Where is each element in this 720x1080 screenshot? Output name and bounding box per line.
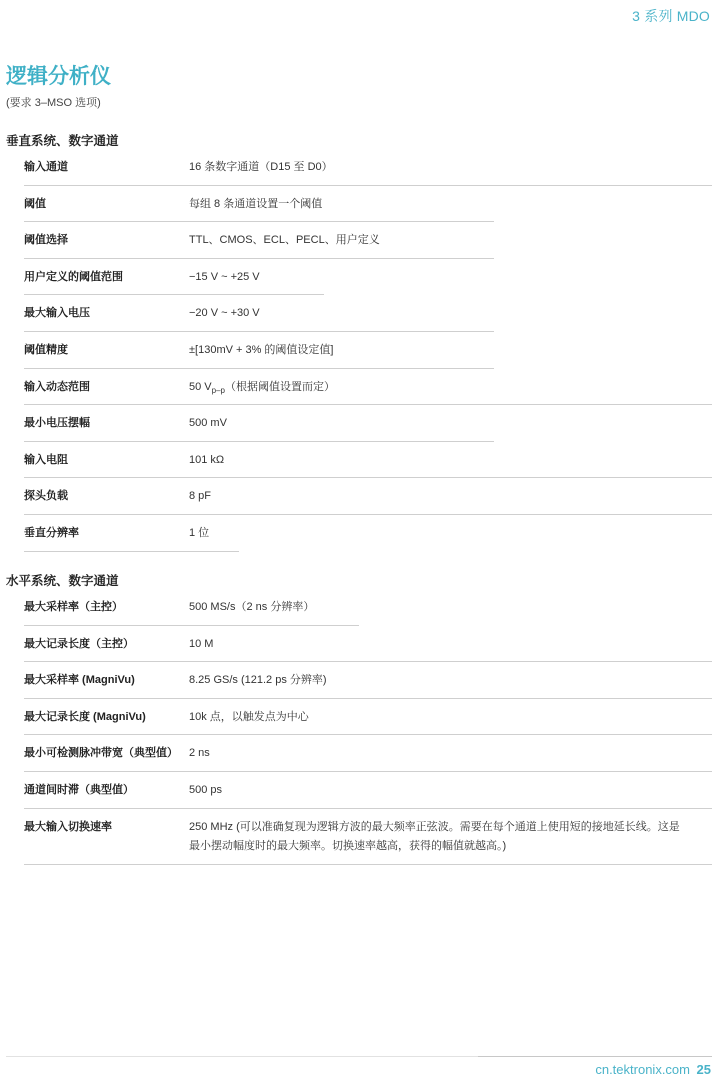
table-row [24,442,712,479]
page-subtitle: (要求 3–MSO 选项) [6,97,101,109]
row-value: 10k 点，以触发点为中心 [189,710,309,723]
table-row [24,809,712,865]
row-label: 最大采样率（主控） [24,601,123,613]
table-row [24,222,712,259]
row-label: 最小可检测脉冲带宽（典型值） [24,747,178,760]
spec-table-vertical [24,149,712,552]
section-heading-vertical: 垂直系统、数字通道 [6,134,119,148]
row-label: 输入动态范围 [24,380,90,393]
section-heading-horizontal: 水平系统、数字通道 [6,574,119,588]
table-row [24,369,712,406]
table-row [24,589,712,626]
row-value: 8 pF [189,490,212,503]
value-rest: （根据阈值设置而定） [225,380,335,393]
row-label: 最大输入电压 [24,307,90,320]
row-value: 8.25 GS/s (121.2 ps 分辨率) [189,674,327,687]
row-value: 101 kΩ [189,453,225,466]
row-value [189,818,712,856]
table-row [24,478,712,515]
table-row [24,626,712,663]
row-label: 输入电阻 [24,453,68,466]
row-label: 阈值精度 [24,343,68,356]
row-label: 最大记录长度（主控） [24,637,134,650]
row-label: 用户定义的阈值范围 [24,270,123,283]
row-value: −20 V ~ +30 V [189,307,260,320]
brand-header: 3 系列 MDO [632,8,710,24]
row-label: 输入通道 [24,161,68,173]
row-value: 500 MS/s（2 ns 分辨率） [189,601,315,613]
value-line: 最小摆动幅度时的最大频率。切换速率越高，获得的幅值就越高。) [189,839,507,852]
row-label: 最小电压摆幅 [24,417,90,430]
value-line: 250 MHz (可以准确复现为逻辑方波的最大频率正弦波。需要在每个通道上使用短的接地延长线。这是 [189,820,680,833]
table-row [24,186,712,223]
value-main: 50 V [189,380,212,393]
footer-divider-accent [478,1056,712,1057]
row-value [189,378,712,400]
row-value: 1 位 [189,526,210,539]
table-row [24,405,712,442]
row-label: 阈值 [24,197,46,210]
page-number: 25 [696,1062,711,1077]
footer-url-link[interactable]: cn.tektronix.com [595,1062,690,1077]
row-value: TTL、CMOS、ECL、PECL、用户定义 [189,234,380,247]
row-value: 500 mV [189,417,227,430]
row-label: 最大记录长度 (MagniVu) [24,710,146,723]
table-row [24,332,712,369]
table-row [24,515,712,552]
row-value: 500 ps [189,783,223,796]
table-row [24,295,712,332]
value-subscript: p–p [211,385,225,395]
row-label: 最大输入切换速率 [24,820,112,833]
row-label: 最大采样率 (MagniVu) [24,674,135,687]
spec-table-horizontal [24,589,712,865]
table-row [24,259,712,296]
row-value: 16 条数字通道（D15 至 D0） [189,161,333,173]
table-row [24,699,712,736]
row-value: −15 V ~ +25 V [189,270,260,283]
row-value: 每组 8 条通道设置一个阈值 [189,197,323,210]
row-label: 通道间时滞（典型值） [24,783,134,796]
row-value: ±[130mV + 3% 的阈值设定值] [189,343,334,356]
row-value: 10 M [189,637,214,650]
table-row [24,662,712,699]
page-title: 逻辑分析仪 [6,65,111,88]
row-value: 2 ns [189,747,210,760]
table-row [24,772,712,809]
row-label: 阈值选择 [24,234,68,247]
table-row [24,149,712,186]
row-label: 垂直分辨率 [24,526,79,539]
table-row [24,735,712,772]
row-label: 探头负载 [24,490,68,503]
